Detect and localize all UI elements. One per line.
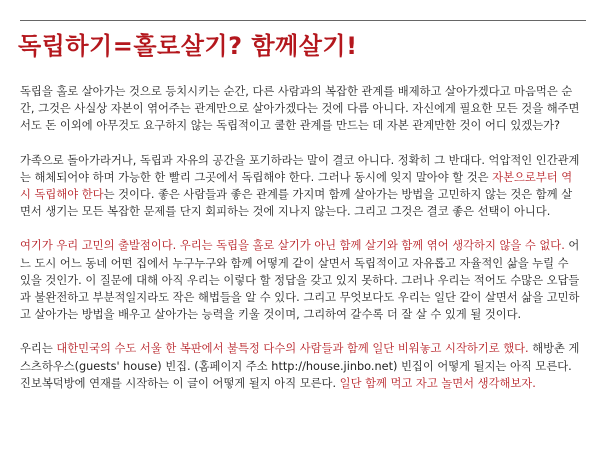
body-text-run: 해방촌 게스츠하우스(guests' house) 빈집. (홈페이지 주소 http://house.jinbo.net) 빈집이 어떻게 될지는 아직 모른다. 진보복덕방에 연재를 시작하는 이 글이 어떻게 될지 아직 모른다. — [20, 342, 580, 390]
highlighted-text: 여기가 우리 고민의 출발점이다. 우리는 독립을 홀로 살기가 아닌 함께 살기와 함께 엮어 생각하지 않을 수 없다. — [20, 239, 565, 253]
body-text-run: 가족으로 돌아가라거나, 독립과 자유의 공간을 포기하라는 말이 결코 아니다. 정확히 그 반대다. 억압적인 인간관계는 해체되어야 하며 가능한 한 빨리 그곳에서 독립해야 한다. 그러나 동시에 잊지 말아야 할 것은 — [20, 153, 580, 184]
body-text-run: 는 것이다. 좋은 사람들과 좋은 관계를 가지며 함께 살아가는 방법을 고민하지 않는 것은 함께 살면서 생기는 모든 복잡한 문제를 단지 회피하는 것에 지나지 않는다. 그리고 그것은 결코 좋은 선택이 아니다. — [20, 188, 573, 219]
page-title: 독립하기=홀로살기? 함께살기! — [18, 32, 358, 60]
paragraph-3 — [20, 237, 580, 323]
highlighted-text: 대한민국의 수도 서울 한 복판에서 불특정 다수의 사람들과 함께 일단 비워놓고 시작하기로 했다. — [56, 342, 529, 356]
body-text-run: 독립을 홀로 살아가는 것으로 등치시키는 순간, 다른 사람과의 복잡한 관계를 배제하고 살아가겠다고 마음먹은 순간, 그것은 사실상 자본이 엮어주는 관계만으로 살아가겠다는 것에 다름 아니다. 자신에게 필요한 모든 것을 해주면서도 돈 이외에 아무것도 요구하지 않는 독립적이고 쿨한 관계를 만드는 데 자본 관계만한 것이 어디 있겠는가? — [20, 85, 580, 133]
body-text-run: 우리는 — [20, 342, 57, 356]
body-text-run: 어느 도시 어느 동네 어떤 집에서 누구누구와 함께 어떻게 같이 살면서 독립적이고 자유롭고 자율적인 삶을 누릴 수 있을 것인가. 이 질문에 대해 아직 우리는 이렇다 할 정답을 갖고 있지 못하다. 그러나 우리는 적어도 수많은 오답들과 불완전하고 부분적일지라도 작은 해법들을 알 수 있다. 그리고 무엇보다도 우리는 일단 같이 살면서 삶을 고민하고 살아가는 방법을 배우고 살아가는 능력을 키울 것이며, 그리하여 갈수록 더 잘 살 수 있게 될 것이다. — [20, 239, 580, 322]
paragraph-2 — [20, 152, 580, 221]
top-divider — [20, 20, 586, 21]
paragraph-1 — [20, 83, 580, 135]
paragraph-4 — [20, 340, 580, 392]
highlighted-text: 자본으로부터 역시 독립해야 한다 — [20, 170, 573, 202]
highlighted-text: 일단 함께 먹고 자고 놀면서 생각해보자. — [339, 376, 536, 390]
article-body — [20, 83, 580, 409]
